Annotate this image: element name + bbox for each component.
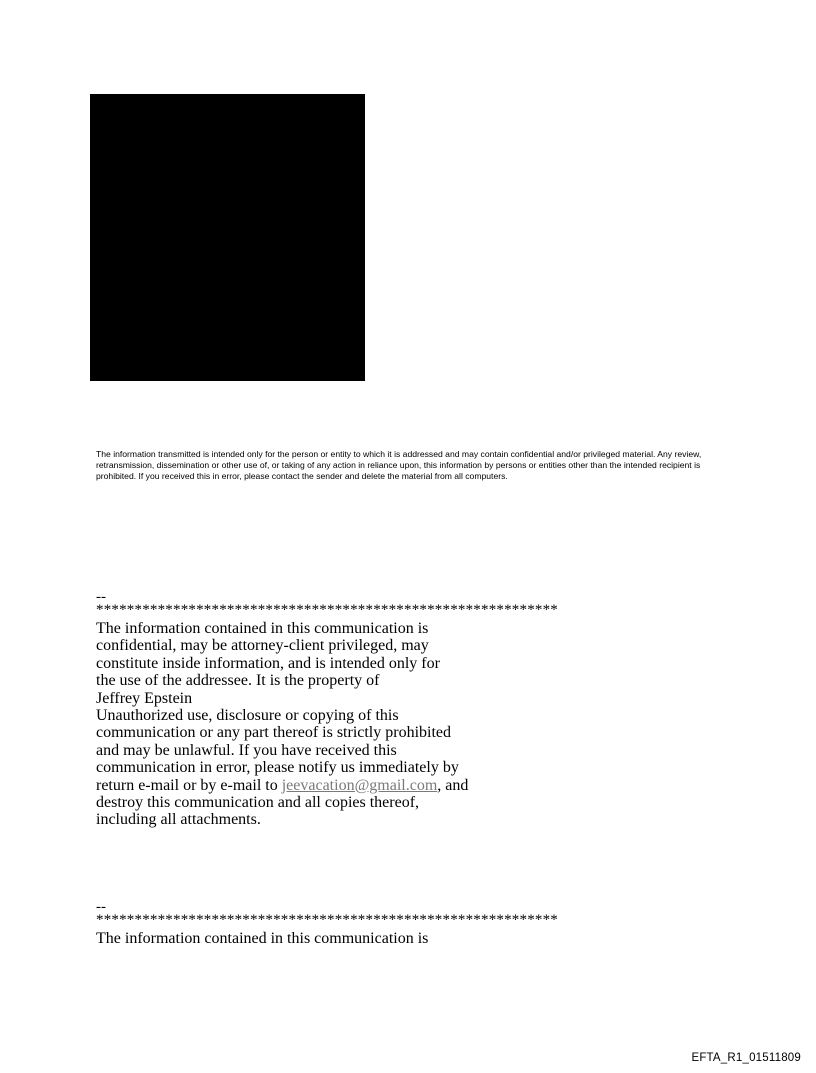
document-id: EFTA_R1_01511809 [691, 1052, 801, 1064]
notice-line: including all attachments. [96, 811, 261, 829]
confidentiality-notice-1 [96, 591, 616, 829]
notice-line: destroy this communication and all copies thereof, [96, 794, 420, 812]
email-link[interactable]: jeevacation@gmail.com [281, 776, 438, 794]
notice-line: and may be unlawful. If you have received this [96, 741, 397, 759]
email-line-suffix: , and [437, 776, 469, 794]
notice-line: The information contained in this communication is [96, 930, 429, 947]
notice-line-email [96, 777, 616, 794]
asterisk-divider: ************************************************************ [96, 602, 558, 618]
asterisk-divider: ************************************************************ [96, 912, 558, 928]
notice-line: communication in error, please notify us immediately by [96, 759, 459, 777]
signature-separator: -- [96, 899, 106, 915]
confidentiality-disclaimer: The information transmitted is intended only for the person or entity to which it is addressed and may contain confidential and/or privileged material. Any review, retransmission, dissemination or other use of, or taking of any action in reliance upon, this information by persons or entities other than the intended recipient is prohibited. If you received this in error, please contact the sender and delete the material from all computers. [96, 449, 702, 481]
notice-line: Jeffrey Epstein [96, 689, 193, 707]
notice-line: confidential, may be attorney-client privileged, may [96, 637, 429, 655]
confidentiality-notice-2 [96, 901, 616, 947]
notice-line: the use of the addressee. It is the property of [96, 672, 380, 690]
notice-line: communication or any part thereof is strictly prohibited [96, 724, 452, 742]
email-line-prefix: return e-mail or by e-mail to [96, 776, 282, 794]
notice-line: constitute inside information, and is intended only for [96, 654, 440, 672]
notice-line: The information contained in this communication is [96, 620, 429, 637]
redacted-image-block [90, 94, 365, 381]
signature-separator: -- [96, 589, 106, 605]
notice-line: Unauthorized use, disclosure or copying of this [96, 707, 399, 725]
